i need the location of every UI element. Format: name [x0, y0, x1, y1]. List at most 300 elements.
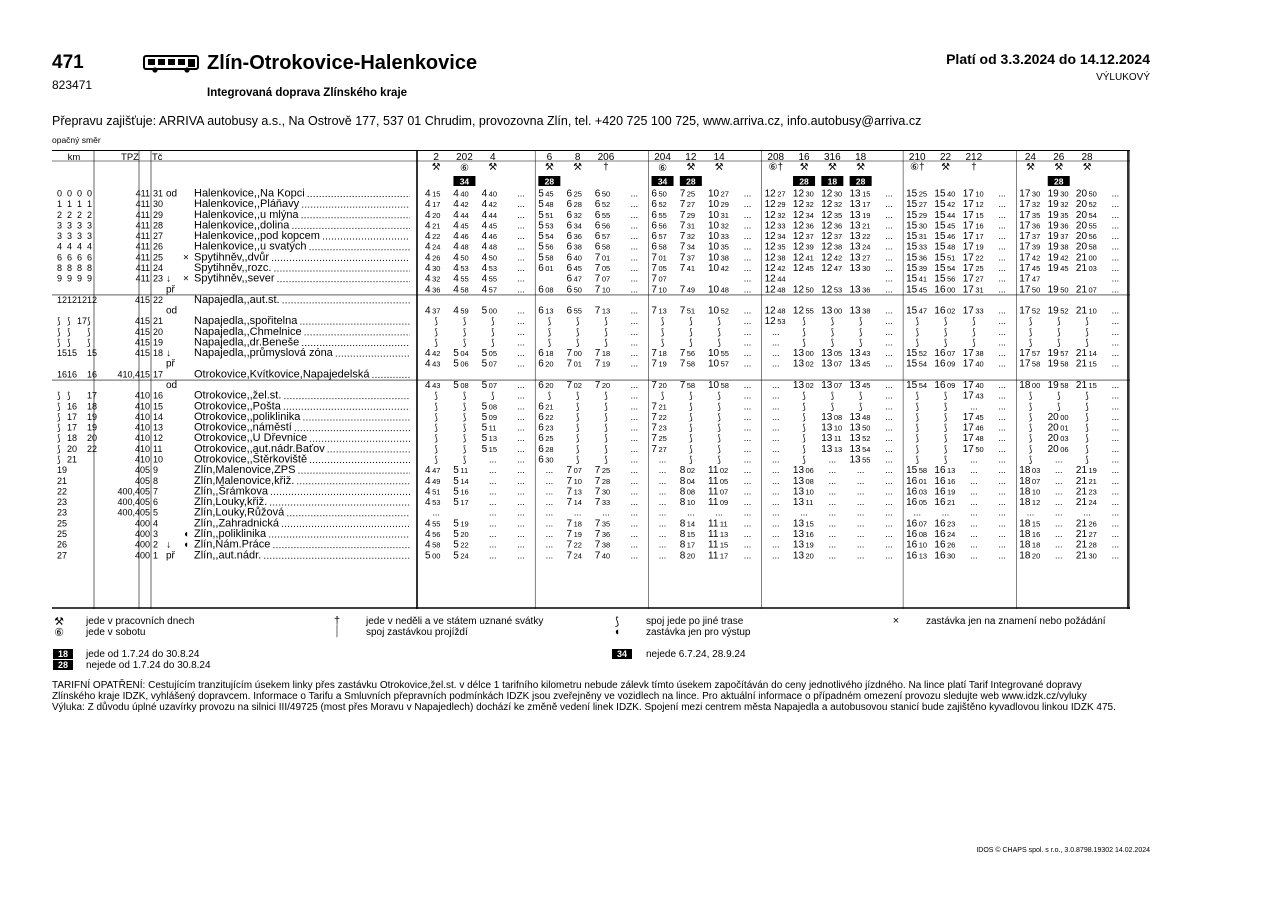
departure-time: 7 18	[651, 348, 667, 360]
departure-time: 12 41	[792, 252, 814, 264]
departure-time: 4 20	[425, 209, 441, 221]
cell-mark: ⟆	[434, 401, 438, 412]
cell-mark: ...	[885, 305, 893, 316]
trip-mark-icon: ⚒	[941, 162, 951, 173]
tpz-value: 411	[135, 199, 150, 210]
cell-mark: ...	[1054, 550, 1063, 561]
cell-mark: ...	[743, 209, 752, 220]
cell-mark: ...	[800, 507, 808, 518]
cell-mark: ⟆	[802, 316, 806, 327]
cell-mark: ⟆	[1028, 390, 1033, 401]
cell-mark: ⟆	[802, 411, 806, 422]
cell-mark: ...	[517, 199, 525, 210]
cross-icon: †	[333, 615, 341, 627]
cell-mark: ...	[1054, 465, 1063, 476]
cell-mark: ⟆	[462, 422, 467, 433]
tpz-value: 415	[134, 326, 150, 337]
departure-time: 15 33	[906, 241, 928, 253]
cell-mark: ...	[743, 433, 752, 444]
km-value: ⟆	[67, 316, 71, 327]
departure-time: 21 27	[1075, 528, 1097, 540]
tpz-value: 410	[134, 411, 150, 422]
cell-mark: ...	[630, 316, 639, 327]
cell-mark: ...	[856, 497, 865, 508]
cell-mark: ...	[743, 454, 752, 465]
cell-mark: ...	[998, 528, 1006, 539]
cell-mark: ...	[517, 241, 525, 252]
cell-mark: ...	[630, 358, 639, 369]
cell-mark: ...	[1111, 231, 1120, 242]
cell-mark: ...	[630, 390, 639, 401]
departure-time: 13 06	[792, 465, 814, 477]
departure-time: 6 58	[594, 241, 611, 253]
departure-time: 5 20	[453, 528, 469, 540]
departure-time: 12 42	[821, 252, 843, 264]
departure-time: 8 04	[679, 475, 696, 487]
cell-mark: ⟆	[575, 433, 580, 444]
tc-value: 5	[153, 507, 159, 518]
departure-time: 5 54	[538, 231, 554, 243]
km-value: 17	[67, 422, 78, 433]
cell-mark: ...	[885, 550, 893, 561]
cell-mark: ...	[517, 465, 525, 476]
trip-number: 26	[1053, 152, 1065, 163]
tc-value: 21	[153, 316, 164, 327]
departure-time: 16 09	[934, 380, 956, 392]
departure-time: 5 11	[453, 465, 469, 477]
departure-time: 5 13	[481, 433, 498, 445]
departure-time: 7 10	[594, 284, 611, 296]
km-value: 2	[67, 209, 73, 220]
stop-name: Otrokovice,,Štěrkoviště	[194, 453, 308, 466]
cell-mark: ⟆	[462, 443, 467, 454]
departure-time: 6 56	[651, 220, 667, 232]
departure-time: 13 16	[792, 528, 814, 540]
validity-note: VÝLUKOVÝ	[1096, 72, 1150, 83]
cell-mark: ...	[545, 486, 554, 497]
cell-mark: ⟆	[1028, 454, 1033, 465]
cell-mark: ...	[517, 358, 525, 369]
departure-time: 7 58	[679, 380, 696, 392]
departure-time: 17 50	[1019, 284, 1041, 296]
stop-name: Spytihněv,,rozc.	[194, 261, 272, 274]
cell-mark: ...	[856, 528, 865, 539]
departure-time: 16 00	[934, 284, 956, 296]
stop-name: Napajedla,,průmyslová zóna	[194, 347, 333, 360]
cell-mark: ⟆	[802, 433, 806, 444]
departure-time: 17 52	[1019, 305, 1041, 317]
km-value: 6	[87, 252, 93, 263]
cell-mark: ...	[488, 475, 497, 486]
departure-time: 5 56	[538, 241, 554, 253]
cell-mark: ...	[1111, 411, 1120, 422]
cell-mark: ⟆	[434, 326, 438, 337]
stop-name: Halenkovice,,Na Kopci	[194, 187, 305, 200]
departure-time: 21 28	[1075, 539, 1097, 551]
departure-time: 7 18	[566, 518, 582, 530]
cell-mark: ⟆	[660, 316, 665, 327]
departure-time: 13 08	[792, 475, 814, 487]
departure-time: 5 14	[453, 475, 469, 487]
departure-time: 19 42	[1047, 252, 1069, 264]
cell-mark: ...	[658, 539, 667, 550]
departure-time: 7 56	[679, 348, 696, 360]
departure-time: 4 15	[425, 188, 441, 200]
cell-mark: ...	[743, 358, 752, 369]
tc-value: 20	[153, 326, 164, 337]
cell-mark: ...	[998, 241, 1006, 252]
cell-mark: ...	[885, 209, 893, 220]
departure-time: 7 28	[594, 475, 611, 487]
cell-mark: ...	[630, 443, 639, 454]
trip-mark-icon: ⚒	[686, 162, 696, 173]
departure-time: 13 27	[849, 252, 871, 264]
cell-mark: ...	[545, 518, 554, 529]
departure-time: 7 25	[679, 188, 696, 200]
cell-mark: ...	[998, 262, 1006, 273]
cell-mark: ...	[998, 231, 1006, 242]
cell-mark: ...	[545, 507, 554, 518]
departure-time: 7 31	[679, 220, 696, 232]
arr-dep-mark: př	[166, 358, 175, 370]
departure-time: 7 13	[594, 305, 611, 317]
departure-time: 6 52	[651, 199, 667, 211]
km-value: 19	[87, 422, 98, 433]
departure-time: 12 45	[792, 262, 814, 274]
tc-value: 22	[153, 294, 164, 305]
departure-time: 8 10	[679, 497, 696, 509]
departure-time: 19 45	[1047, 262, 1069, 274]
cell-mark: ...	[743, 305, 752, 316]
departure-time: 19 52	[1047, 305, 1069, 317]
departure-time: 15 31	[906, 231, 928, 243]
departure-time: 12 33	[764, 220, 786, 232]
cell-mark: ...	[828, 475, 837, 486]
cell-mark: ⟆	[1028, 337, 1033, 348]
trip-number: 202	[456, 152, 473, 163]
cell-mark: ⟆	[434, 316, 438, 327]
km-value: ⟆	[57, 411, 61, 422]
departure-time: 20 06	[1047, 443, 1069, 455]
departure-time: 20 03	[1047, 433, 1069, 445]
departure-time: 13 02	[792, 380, 814, 392]
cell-mark: ⟆	[717, 390, 721, 401]
km-value: 8	[57, 262, 63, 273]
cell-mark: ...	[1111, 433, 1120, 444]
trip-number: 208	[767, 152, 785, 163]
stop-name: Otrokovice,,aut.nádr.Baťov	[194, 442, 325, 455]
cell-mark: ⟆	[660, 337, 665, 348]
stop-name: Napajedla,,Chmelnice	[194, 325, 302, 338]
departure-time: 5 19	[453, 518, 469, 530]
cell-mark: ...	[743, 486, 752, 497]
departure-time: 21 15	[1075, 358, 1097, 370]
stop-name: Otrokovice,,náměstí	[194, 421, 292, 434]
stop-name: Napajedla,,spořitelna	[194, 315, 298, 328]
cell-mark: ...	[885, 252, 893, 263]
departure-time: 15 27	[906, 199, 928, 211]
cell-mark: ...	[998, 454, 1006, 465]
km-value: 6	[67, 252, 73, 263]
departure-time: 15 54	[906, 358, 928, 370]
cell-mark: ...	[771, 486, 780, 497]
cell-mark: ...	[885, 220, 893, 231]
departure-time: 7 40	[594, 550, 611, 562]
cell-mark: ⟆	[575, 454, 580, 465]
departure-time: 13 50	[849, 422, 871, 434]
departure-time: 10 48	[708, 284, 729, 296]
cell-mark: ⟆	[575, 326, 580, 337]
departure-time: 7 25	[651, 433, 667, 445]
tpz-value: 411	[135, 273, 150, 284]
cell-mark: ⟆	[547, 390, 552, 401]
cell-mark: ...	[488, 528, 497, 539]
cell-mark: ⟆	[717, 433, 721, 444]
cell-mark: ⟆	[802, 390, 806, 401]
cell-mark: ...	[1111, 528, 1120, 539]
departure-time: 11 09	[708, 497, 729, 509]
cell-mark: ...	[517, 316, 525, 327]
trip-number: 28	[1081, 152, 1093, 163]
km-value: 19	[57, 465, 68, 476]
departure-time: 13 08	[821, 411, 843, 423]
legend-28: nejede od 1.7.24 do 30.8.24	[86, 660, 211, 671]
cell-mark: ...	[771, 539, 780, 550]
departure-time: 5 11	[481, 422, 497, 434]
stop-name: Halenkovice,,Pláňavy	[194, 198, 300, 211]
cell-mark: ...	[1111, 465, 1120, 476]
stop-symbol-icon: ◖	[183, 539, 190, 551]
cell-mark: ...	[743, 465, 752, 476]
trip-number: 12	[685, 152, 697, 163]
departure-time: 7 33	[594, 497, 611, 509]
km-value: 2	[77, 209, 83, 220]
cell-mark: ⟆	[547, 337, 552, 348]
cell-mark: ...	[715, 507, 723, 518]
departure-time: 20 50	[1075, 188, 1097, 200]
departure-time: 17 45	[962, 411, 984, 423]
trip-mark-icon: ⚒	[1054, 162, 1064, 173]
departure-time: 4 46	[453, 231, 469, 243]
departure-time: 17 43	[962, 390, 984, 402]
cell-mark: ...	[743, 411, 752, 422]
departure-time: 6 47	[566, 273, 582, 285]
cell-mark: ⟆	[604, 316, 608, 327]
departure-time: 7 32	[679, 231, 696, 243]
legend-passes: spoj zastávkou projíždí	[366, 627, 468, 638]
departure-time: 5 09	[481, 411, 498, 423]
departure-time: 11 13	[708, 528, 729, 540]
departure-time: 4 53	[453, 262, 469, 274]
stop-name: Zlín,,poliklinika	[194, 527, 267, 540]
tpz-value: 411	[135, 262, 150, 273]
cell-mark: ...	[1111, 422, 1120, 433]
departure-time: 11 05	[708, 475, 729, 487]
departure-time: 21 10	[1075, 305, 1097, 317]
departure-time: 19 30	[1047, 188, 1069, 200]
cell-mark: ⟆	[604, 411, 608, 422]
km-value: 15	[87, 348, 98, 359]
cell-mark: ...	[1054, 539, 1063, 550]
trip-badge-label: 18	[827, 176, 838, 187]
arr-dep-mark: ↓	[166, 539, 171, 551]
cell-mark: ...	[771, 528, 780, 539]
cell-mark: ⟆	[830, 401, 835, 412]
cell-mark: ⟆	[858, 316, 863, 327]
cell-mark: ...	[630, 401, 639, 412]
departure-time: 19 58	[1047, 358, 1069, 370]
cell-mark: ...	[856, 486, 865, 497]
cell-mark: ...	[885, 316, 893, 327]
cell-mark: ...	[545, 550, 554, 561]
cell-mark: ...	[1111, 539, 1120, 550]
km-value: 25	[57, 528, 68, 539]
departure-time: 17 15	[962, 209, 984, 221]
cell-mark: ...	[998, 252, 1006, 263]
cell-mark: ...	[771, 507, 780, 518]
cell-mark: ...	[630, 199, 639, 210]
opposite-direction-link[interactable]: opačný směr	[52, 135, 101, 145]
cell-mark: ⟆	[689, 316, 693, 327]
tc-value: 31	[153, 188, 164, 199]
stop-name: Halenkovice,,pod kopcem	[194, 230, 320, 243]
km-value: ⟆	[57, 401, 61, 412]
cell-mark: ...	[658, 465, 667, 476]
km-value: ⟆	[57, 337, 61, 348]
cell-mark: ...	[998, 497, 1006, 508]
trip-badge-label: 28	[799, 176, 809, 187]
tpz-value: 405	[134, 465, 150, 476]
trip-mark-icon: ⚒	[1025, 162, 1035, 173]
cell-mark: ⟆	[462, 411, 467, 422]
km-value: ⟆	[67, 390, 71, 401]
cell-mark: ⟆	[1085, 454, 1089, 465]
km-value: 23	[57, 497, 68, 508]
departure-time: 7 10	[651, 284, 667, 296]
cell-mark: ...	[998, 273, 1006, 284]
cell-mark: ...	[771, 454, 780, 465]
departure-time: 4 55	[425, 518, 441, 530]
departure-time: 8 14	[679, 518, 696, 530]
cell-mark: ...	[856, 507, 865, 518]
departure-time: 5 58	[538, 252, 554, 264]
cell-mark: ...	[1111, 390, 1120, 401]
km-value: 9	[57, 273, 63, 284]
departure-time: 17 16	[962, 220, 984, 232]
departure-time: 5 24	[453, 550, 469, 562]
departure-time: 6 52	[594, 199, 611, 211]
cell-mark: ...	[630, 550, 639, 561]
departure-time: 20 55	[1075, 220, 1097, 232]
cell-mark: ⟆	[717, 422, 721, 433]
cell-mark: ...	[828, 454, 837, 465]
km-value: 3	[77, 220, 83, 231]
departure-time: 6 28	[538, 443, 554, 455]
tpz-value: 410	[134, 454, 150, 465]
tc-value: 25	[153, 252, 164, 263]
cell-mark: ...	[517, 390, 525, 401]
cell-mark: ...	[885, 262, 893, 273]
km-value: 26	[57, 539, 68, 550]
cell-mark: ...	[771, 465, 780, 476]
cell-mark: ...	[517, 380, 525, 391]
cell-mark: ...	[630, 337, 639, 348]
km-value: ⟆	[57, 454, 61, 465]
cell-mark: ...	[941, 507, 950, 518]
departure-time: 11 07	[708, 486, 729, 498]
trip-note-icon: ⑥	[459, 163, 469, 174]
tpz-value: 411	[135, 188, 150, 199]
departure-time: 5 22	[453, 539, 469, 551]
departure-time: 12 50	[792, 284, 814, 296]
departure-time: 6 25	[566, 188, 582, 200]
cell-mark: ...	[743, 337, 752, 348]
cell-mark: ...	[885, 486, 893, 497]
legend-other-route: spoj jede po jiné trase	[646, 616, 744, 627]
trip-note-icon: ⑥	[658, 163, 668, 174]
departure-time: 6 22	[538, 411, 554, 423]
cell-mark: ⟆	[462, 433, 467, 444]
departure-time: 4 43	[425, 380, 441, 392]
cell-mark: ...	[1111, 209, 1120, 220]
cell-mark: ⟆	[802, 337, 806, 348]
cell-mark: ...	[630, 454, 639, 465]
tc-value: 9	[153, 465, 159, 476]
km-value: 4	[67, 241, 73, 252]
arr-dep-mark: př	[166, 550, 175, 562]
cell-mark: ⟆	[943, 454, 948, 465]
cell-mark: ⟆	[915, 390, 920, 401]
cell-mark: ...	[998, 518, 1006, 529]
km-value: ⟆	[57, 422, 61, 433]
cell-mark: ...	[771, 475, 780, 486]
cell-mark: ...	[856, 465, 865, 476]
departure-time: 5 15	[481, 443, 498, 455]
cell-mark: ...	[970, 518, 978, 529]
departure-time: 7 07	[651, 273, 667, 285]
cell-mark: ⟆	[858, 390, 863, 401]
cell-mark: ⟆	[462, 326, 467, 337]
km-value: 3	[67, 220, 73, 231]
km-value: 23	[57, 507, 68, 518]
departure-time: 7 19	[594, 358, 611, 370]
cell-mark: ...	[885, 433, 893, 444]
cell-mark: ...	[488, 518, 497, 529]
departure-time: 5 08	[481, 401, 498, 413]
cell-mark: ...	[970, 507, 978, 518]
departure-time: 6 20	[538, 358, 554, 370]
cell-mark: ...	[517, 188, 525, 199]
departure-time: 18 12	[1019, 497, 1041, 509]
cell-mark: ⟆	[1028, 316, 1033, 327]
arr-dep-mark: od	[166, 188, 178, 200]
cell-mark: ⟆	[1085, 326, 1089, 337]
departure-time: 7 41	[679, 262, 696, 274]
departure-time: 7 38	[594, 539, 611, 551]
cell-mark: ...	[743, 528, 752, 539]
stop-name: Otrokovice,,poliklinika	[194, 410, 301, 423]
departure-time: 4 47	[425, 465, 441, 477]
cell-mark: ...	[517, 326, 525, 337]
cell-mark: ...	[517, 209, 525, 220]
request-stop-icon: ×	[892, 615, 900, 627]
cell-mark: ⟆	[717, 454, 721, 465]
tpz-value: 400,405	[117, 486, 150, 497]
departure-time: 16 05	[906, 497, 928, 509]
cell-mark: ...	[998, 337, 1006, 348]
tc-value: 10	[153, 454, 164, 465]
km-value: 0	[87, 188, 93, 199]
